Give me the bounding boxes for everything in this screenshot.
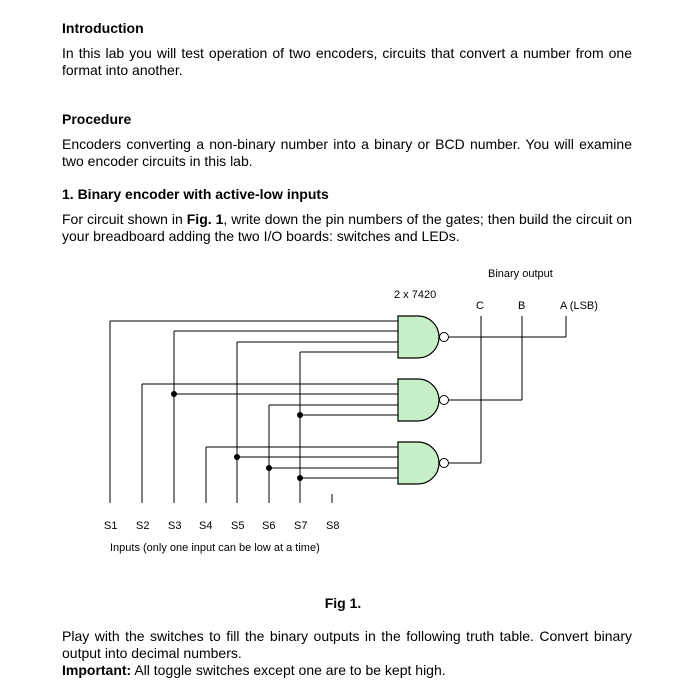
input-label-s2: S2 <box>136 520 150 532</box>
fig-reference: Fig. 1 <box>186 211 224 227</box>
inputs-note: Inputs (only one input can be low at a time) <box>110 542 320 554</box>
important-text: All toggle switches except one are to be kept high. <box>131 662 446 678</box>
junction-dot <box>171 391 177 397</box>
junction-dot <box>297 475 303 481</box>
input-label-s8: S8 <box>326 520 340 532</box>
nand-gate-2-bubble <box>440 396 449 405</box>
section1-text-pre: For circuit shown in <box>62 211 187 227</box>
nand-gate-1-bubble <box>440 333 449 342</box>
nand-gate-2 <box>398 379 439 421</box>
input-label-s1: S1 <box>104 520 118 532</box>
section1-text-post: , write down the pin numbers of the gates; then build the circuit on your breadboard adding the two I/O boards: switches and LEDs. <box>62 211 633 244</box>
output-label-a: A (LSB) <box>560 300 598 312</box>
intro-text: In this lab you will test operation of two encoders, circuits that convert a number from one format into another. <box>62 45 632 78</box>
nand-gate-3-bubble <box>440 459 449 468</box>
intro-heading: Introduction <box>62 20 144 36</box>
section1-heading: 1. Binary encoder with active-low inputs <box>62 186 329 202</box>
input-label-s6: S6 <box>262 520 276 532</box>
input-label-s4: S4 <box>199 520 213 532</box>
input-label-s5: S5 <box>231 520 245 532</box>
binary-output-label: Binary output <box>488 268 553 280</box>
input-label-s3: S3 <box>168 520 182 532</box>
junction-dot <box>266 465 272 471</box>
output-label-c: C <box>476 300 484 312</box>
junction-dot <box>297 412 303 418</box>
important-label: Important: <box>62 662 132 678</box>
output-label-b: B <box>518 300 526 312</box>
junction-dot <box>234 454 240 460</box>
procedure-heading: Procedure <box>62 111 132 127</box>
input-label-s7: S7 <box>294 520 308 532</box>
closing-text <box>62 628 632 679</box>
figure-caption: Fig 1. <box>324 595 362 611</box>
chip-label: 2 x 7420 <box>394 289 437 301</box>
nand-gate-3 <box>398 442 439 484</box>
closing-text-body: Play with the switches to fill the binary outputs in the following truth table. Convert binary output into decimal numbers. <box>62 628 632 661</box>
procedure-text: Encoders converting a non-binary number into a binary or BCD number. You will examine two encoder circuits in this lab. <box>62 136 632 169</box>
nand-gate-1 <box>398 316 439 358</box>
